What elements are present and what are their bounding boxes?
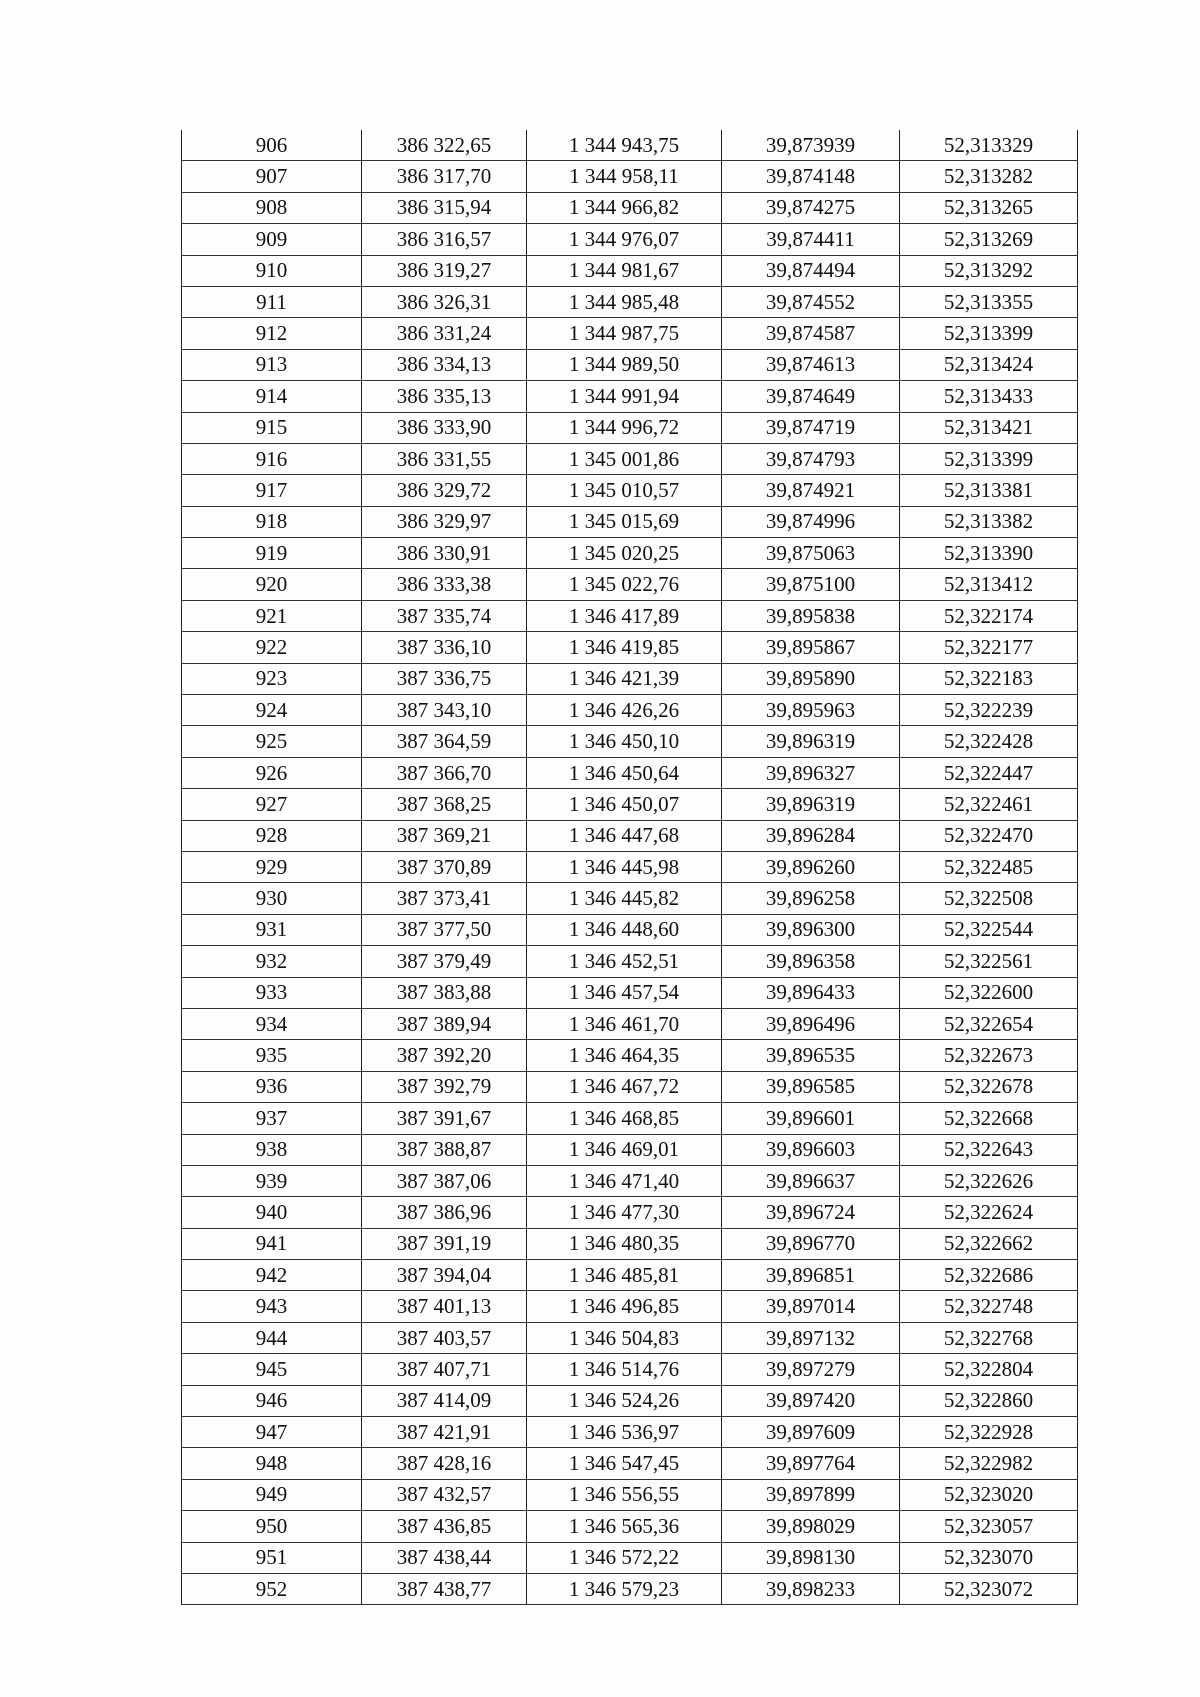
x-coordinate-cell: 386 334,13 — [362, 349, 527, 380]
point-number-cell: 915 — [182, 412, 362, 443]
x-coordinate-cell: 387 379,49 — [362, 946, 527, 977]
table-row — [182, 914, 1078, 945]
x-coordinate-cell: 387 335,74 — [362, 600, 527, 631]
table-row — [182, 506, 1078, 537]
latitude-cell: 39,895890 — [722, 663, 900, 694]
x-coordinate-cell: 386 330,91 — [362, 538, 527, 569]
x-coordinate-cell: 386 316,57 — [362, 224, 527, 255]
y-coordinate-cell: 1 345 015,69 — [527, 506, 722, 537]
longitude-cell: 52,313282 — [900, 161, 1078, 192]
longitude-cell: 52,313421 — [900, 412, 1078, 443]
x-coordinate-cell: 387 391,19 — [362, 1228, 527, 1259]
latitude-cell: 39,896358 — [722, 946, 900, 977]
longitude-cell: 52,322461 — [900, 789, 1078, 820]
table-row — [182, 1165, 1078, 1196]
y-coordinate-cell: 1 346 524,26 — [527, 1385, 722, 1416]
y-coordinate-cell: 1 346 457,54 — [527, 977, 722, 1008]
latitude-cell: 39,874587 — [722, 318, 900, 349]
x-coordinate-cell: 386 326,31 — [362, 286, 527, 317]
y-coordinate-cell: 1 346 445,82 — [527, 883, 722, 914]
x-coordinate-cell: 387 386,96 — [362, 1197, 527, 1228]
longitude-cell: 52,322768 — [900, 1322, 1078, 1353]
x-coordinate-cell: 387 392,79 — [362, 1071, 527, 1102]
latitude-cell: 39,897764 — [722, 1448, 900, 1479]
latitude-cell: 39,896319 — [722, 789, 900, 820]
y-coordinate-cell: 1 344 981,67 — [527, 255, 722, 286]
point-number-cell: 912 — [182, 318, 362, 349]
table-row — [182, 224, 1078, 255]
y-coordinate-cell: 1 346 477,30 — [527, 1197, 722, 1228]
point-number-cell: 951 — [182, 1542, 362, 1573]
table-row — [182, 1103, 1078, 1134]
table-row — [182, 1291, 1078, 1322]
point-number-cell: 943 — [182, 1291, 362, 1322]
x-coordinate-cell: 387 432,57 — [362, 1479, 527, 1510]
x-coordinate-cell: 387 336,75 — [362, 663, 527, 694]
y-coordinate-cell: 1 346 547,45 — [527, 1448, 722, 1479]
x-coordinate-cell: 387 383,88 — [362, 977, 527, 1008]
longitude-cell: 52,322860 — [900, 1385, 1078, 1416]
longitude-cell: 52,322662 — [900, 1228, 1078, 1259]
table-row — [182, 538, 1078, 569]
longitude-cell: 52,322673 — [900, 1040, 1078, 1071]
x-coordinate-cell: 387 343,10 — [362, 695, 527, 726]
x-coordinate-cell: 387 370,89 — [362, 851, 527, 882]
table-row — [182, 1260, 1078, 1291]
longitude-cell: 52,313399 — [900, 443, 1078, 474]
table-row — [182, 1542, 1078, 1573]
longitude-cell: 52,322624 — [900, 1197, 1078, 1228]
y-coordinate-cell: 1 346 450,10 — [527, 726, 722, 757]
longitude-cell: 52,323072 — [900, 1573, 1078, 1604]
longitude-cell: 52,322544 — [900, 914, 1078, 945]
latitude-cell: 39,896770 — [722, 1228, 900, 1259]
x-coordinate-cell: 386 319,27 — [362, 255, 527, 286]
y-coordinate-cell: 1 346 565,36 — [527, 1511, 722, 1542]
y-coordinate-cell: 1 346 419,85 — [527, 632, 722, 663]
x-coordinate-cell: 386 317,70 — [362, 161, 527, 192]
latitude-cell: 39,874275 — [722, 192, 900, 223]
y-coordinate-cell: 1 346 480,35 — [527, 1228, 722, 1259]
point-number-cell: 936 — [182, 1071, 362, 1102]
x-coordinate-cell: 387 436,85 — [362, 1511, 527, 1542]
table-row — [182, 632, 1078, 663]
y-coordinate-cell: 1 346 464,35 — [527, 1040, 722, 1071]
point-number-cell: 926 — [182, 757, 362, 788]
x-coordinate-cell: 387 428,16 — [362, 1448, 527, 1479]
y-coordinate-cell: 1 345 020,25 — [527, 538, 722, 569]
longitude-cell: 52,313355 — [900, 286, 1078, 317]
longitude-cell: 52,322600 — [900, 977, 1078, 1008]
y-coordinate-cell: 1 346 461,70 — [527, 1008, 722, 1039]
latitude-cell: 39,898029 — [722, 1511, 900, 1542]
y-coordinate-cell: 1 346 467,72 — [527, 1071, 722, 1102]
latitude-cell: 39,874719 — [722, 412, 900, 443]
table-row — [182, 977, 1078, 1008]
point-number-cell: 907 — [182, 161, 362, 192]
point-number-cell: 944 — [182, 1322, 362, 1353]
longitude-cell: 52,322686 — [900, 1260, 1078, 1291]
y-coordinate-cell: 1 344 966,82 — [527, 192, 722, 223]
table-row — [182, 663, 1078, 694]
y-coordinate-cell: 1 344 989,50 — [527, 349, 722, 380]
x-coordinate-cell: 387 387,06 — [362, 1165, 527, 1196]
table-row — [182, 161, 1078, 192]
x-coordinate-cell: 387 403,57 — [362, 1322, 527, 1353]
y-coordinate-cell: 1 346 447,68 — [527, 820, 722, 851]
point-number-cell: 948 — [182, 1448, 362, 1479]
y-coordinate-cell: 1 346 421,39 — [527, 663, 722, 694]
point-number-cell: 927 — [182, 789, 362, 820]
table-row — [182, 1354, 1078, 1385]
table-row — [182, 1511, 1078, 1542]
y-coordinate-cell: 1 345 010,57 — [527, 475, 722, 506]
x-coordinate-cell: 387 389,94 — [362, 1008, 527, 1039]
table-row — [182, 475, 1078, 506]
x-coordinate-cell: 387 336,10 — [362, 632, 527, 663]
point-number-cell: 918 — [182, 506, 362, 537]
latitude-cell: 39,896327 — [722, 757, 900, 788]
x-coordinate-cell: 387 369,21 — [362, 820, 527, 851]
y-coordinate-cell: 1 344 996,72 — [527, 412, 722, 443]
latitude-cell: 39,896585 — [722, 1071, 900, 1102]
latitude-cell: 39,873939 — [722, 130, 900, 161]
point-number-cell: 934 — [182, 1008, 362, 1039]
longitude-cell: 52,313412 — [900, 569, 1078, 600]
coordinates-table-body — [182, 130, 1078, 1605]
latitude-cell: 39,897132 — [722, 1322, 900, 1353]
longitude-cell: 52,322508 — [900, 883, 1078, 914]
longitude-cell: 52,313381 — [900, 475, 1078, 506]
longitude-cell: 52,322470 — [900, 820, 1078, 851]
latitude-cell: 39,874996 — [722, 506, 900, 537]
point-number-cell: 921 — [182, 600, 362, 631]
x-coordinate-cell: 386 329,72 — [362, 475, 527, 506]
x-coordinate-cell: 386 331,55 — [362, 443, 527, 474]
longitude-cell: 52,322982 — [900, 1448, 1078, 1479]
latitude-cell: 39,895867 — [722, 632, 900, 663]
point-number-cell: 941 — [182, 1228, 362, 1259]
table-row — [182, 1228, 1078, 1259]
x-coordinate-cell: 387 391,67 — [362, 1103, 527, 1134]
longitude-cell: 52,322239 — [900, 695, 1078, 726]
point-number-cell: 933 — [182, 977, 362, 1008]
latitude-cell: 39,896851 — [722, 1260, 900, 1291]
longitude-cell: 52,322654 — [900, 1008, 1078, 1039]
latitude-cell: 39,898233 — [722, 1573, 900, 1604]
table-row — [182, 569, 1078, 600]
latitude-cell: 39,898130 — [722, 1542, 900, 1573]
table-row — [182, 726, 1078, 757]
point-number-cell: 911 — [182, 286, 362, 317]
y-coordinate-cell: 1 346 468,85 — [527, 1103, 722, 1134]
longitude-cell: 52,313329 — [900, 130, 1078, 161]
point-number-cell: 916 — [182, 443, 362, 474]
longitude-cell: 52,313382 — [900, 506, 1078, 537]
y-coordinate-cell: 1 346 485,81 — [527, 1260, 722, 1291]
x-coordinate-cell: 387 414,09 — [362, 1385, 527, 1416]
table-row — [182, 1479, 1078, 1510]
y-coordinate-cell: 1 346 417,89 — [527, 600, 722, 631]
point-number-cell: 928 — [182, 820, 362, 851]
point-number-cell: 945 — [182, 1354, 362, 1385]
y-coordinate-cell: 1 346 572,22 — [527, 1542, 722, 1573]
point-number-cell: 909 — [182, 224, 362, 255]
latitude-cell: 39,875063 — [722, 538, 900, 569]
table-row — [182, 443, 1078, 474]
table-row — [182, 883, 1078, 914]
latitude-cell: 39,897014 — [722, 1291, 900, 1322]
longitude-cell: 52,322928 — [900, 1417, 1078, 1448]
table-row — [182, 757, 1078, 788]
x-coordinate-cell: 387 388,87 — [362, 1134, 527, 1165]
longitude-cell: 52,322748 — [900, 1291, 1078, 1322]
table-row — [182, 1008, 1078, 1039]
table-row — [182, 946, 1078, 977]
longitude-cell: 52,322177 — [900, 632, 1078, 663]
y-coordinate-cell: 1 345 001,86 — [527, 443, 722, 474]
y-coordinate-cell: 1 346 445,98 — [527, 851, 722, 882]
point-number-cell: 931 — [182, 914, 362, 945]
y-coordinate-cell: 1 346 426,26 — [527, 695, 722, 726]
table-row — [182, 789, 1078, 820]
latitude-cell: 39,896284 — [722, 820, 900, 851]
x-coordinate-cell: 387 364,59 — [362, 726, 527, 757]
point-number-cell: 939 — [182, 1165, 362, 1196]
x-coordinate-cell: 386 329,97 — [362, 506, 527, 537]
table-row — [182, 412, 1078, 443]
longitude-cell: 52,323020 — [900, 1479, 1078, 1510]
table-row — [182, 349, 1078, 380]
point-number-cell: 940 — [182, 1197, 362, 1228]
y-coordinate-cell: 1 346 469,01 — [527, 1134, 722, 1165]
table-row — [182, 1417, 1078, 1448]
table-row — [182, 130, 1078, 161]
y-coordinate-cell: 1 346 536,97 — [527, 1417, 722, 1448]
y-coordinate-cell: 1 346 514,76 — [527, 1354, 722, 1385]
x-coordinate-cell: 387 421,91 — [362, 1417, 527, 1448]
point-number-cell: 925 — [182, 726, 362, 757]
y-coordinate-cell: 1 344 958,11 — [527, 161, 722, 192]
point-number-cell: 908 — [182, 192, 362, 223]
table-row — [182, 695, 1078, 726]
latitude-cell: 39,896258 — [722, 883, 900, 914]
point-number-cell: 930 — [182, 883, 362, 914]
table-row — [182, 1134, 1078, 1165]
latitude-cell: 39,896603 — [722, 1134, 900, 1165]
x-coordinate-cell: 387 407,71 — [362, 1354, 527, 1385]
latitude-cell: 39,874921 — [722, 475, 900, 506]
x-coordinate-cell: 387 373,41 — [362, 883, 527, 914]
y-coordinate-cell: 1 346 450,07 — [527, 789, 722, 820]
longitude-cell: 52,313433 — [900, 381, 1078, 412]
longitude-cell: 52,313292 — [900, 255, 1078, 286]
y-coordinate-cell: 1 346 448,60 — [527, 914, 722, 945]
latitude-cell: 39,874494 — [722, 255, 900, 286]
x-coordinate-cell: 386 333,38 — [362, 569, 527, 600]
x-coordinate-cell: 387 438,77 — [362, 1573, 527, 1604]
table-row — [182, 1573, 1078, 1604]
point-number-cell: 952 — [182, 1573, 362, 1604]
latitude-cell: 39,896260 — [722, 851, 900, 882]
point-number-cell: 920 — [182, 569, 362, 600]
latitude-cell: 39,895838 — [722, 600, 900, 631]
y-coordinate-cell: 1 346 556,55 — [527, 1479, 722, 1510]
longitude-cell: 52,322485 — [900, 851, 1078, 882]
latitude-cell: 39,874649 — [722, 381, 900, 412]
longitude-cell: 52,322447 — [900, 757, 1078, 788]
x-coordinate-cell: 387 377,50 — [362, 914, 527, 945]
latitude-cell: 39,874411 — [722, 224, 900, 255]
longitude-cell: 52,313265 — [900, 192, 1078, 223]
y-coordinate-cell: 1 346 452,51 — [527, 946, 722, 977]
latitude-cell: 39,896724 — [722, 1197, 900, 1228]
longitude-cell: 52,322174 — [900, 600, 1078, 631]
latitude-cell: 39,896300 — [722, 914, 900, 945]
latitude-cell: 39,897609 — [722, 1417, 900, 1448]
longitude-cell: 52,322428 — [900, 726, 1078, 757]
longitude-cell: 52,323070 — [900, 1542, 1078, 1573]
y-coordinate-cell: 1 345 022,76 — [527, 569, 722, 600]
table-row — [182, 1385, 1078, 1416]
y-coordinate-cell: 1 346 504,83 — [527, 1322, 722, 1353]
table-row — [182, 1448, 1078, 1479]
x-coordinate-cell: 386 315,94 — [362, 192, 527, 223]
x-coordinate-cell: 387 392,20 — [362, 1040, 527, 1071]
point-number-cell: 935 — [182, 1040, 362, 1071]
point-number-cell: 910 — [182, 255, 362, 286]
point-number-cell: 937 — [182, 1103, 362, 1134]
y-coordinate-cell: 1 346 450,64 — [527, 757, 722, 788]
y-coordinate-cell: 1 344 991,94 — [527, 381, 722, 412]
table-row — [182, 600, 1078, 631]
point-number-cell: 917 — [182, 475, 362, 506]
table-row — [182, 820, 1078, 851]
longitude-cell: 52,323057 — [900, 1511, 1078, 1542]
latitude-cell: 39,874613 — [722, 349, 900, 380]
point-number-cell: 924 — [182, 695, 362, 726]
x-coordinate-cell: 387 438,44 — [362, 1542, 527, 1573]
table-row — [182, 286, 1078, 317]
table-row — [182, 1322, 1078, 1353]
longitude-cell: 52,313390 — [900, 538, 1078, 569]
point-number-cell: 942 — [182, 1260, 362, 1291]
table-row — [182, 192, 1078, 223]
latitude-cell: 39,895963 — [722, 695, 900, 726]
table-row — [182, 381, 1078, 412]
latitude-cell: 39,896496 — [722, 1008, 900, 1039]
latitude-cell: 39,874793 — [722, 443, 900, 474]
latitude-cell: 39,874552 — [722, 286, 900, 317]
longitude-cell: 52,322643 — [900, 1134, 1078, 1165]
longitude-cell: 52,313399 — [900, 318, 1078, 349]
y-coordinate-cell: 1 346 579,23 — [527, 1573, 722, 1604]
y-coordinate-cell: 1 344 976,07 — [527, 224, 722, 255]
longitude-cell: 52,313424 — [900, 349, 1078, 380]
latitude-cell: 39,874148 — [722, 161, 900, 192]
y-coordinate-cell: 1 344 985,48 — [527, 286, 722, 317]
latitude-cell: 39,897279 — [722, 1354, 900, 1385]
table-row — [182, 851, 1078, 882]
x-coordinate-cell: 386 335,13 — [362, 381, 527, 412]
longitude-cell: 52,322626 — [900, 1165, 1078, 1196]
point-number-cell: 919 — [182, 538, 362, 569]
latitude-cell: 39,875100 — [722, 569, 900, 600]
latitude-cell: 39,897420 — [722, 1385, 900, 1416]
point-number-cell: 914 — [182, 381, 362, 412]
latitude-cell: 39,896637 — [722, 1165, 900, 1196]
point-number-cell: 929 — [182, 851, 362, 882]
x-coordinate-cell: 387 401,13 — [362, 1291, 527, 1322]
longitude-cell: 52,322678 — [900, 1071, 1078, 1102]
table-row — [182, 1197, 1078, 1228]
x-coordinate-cell: 387 366,70 — [362, 757, 527, 788]
longitude-cell: 52,322561 — [900, 946, 1078, 977]
table-row — [182, 1040, 1078, 1071]
latitude-cell: 39,896319 — [722, 726, 900, 757]
coordinates-table — [181, 130, 1078, 1605]
x-coordinate-cell: 387 394,04 — [362, 1260, 527, 1291]
point-number-cell: 932 — [182, 946, 362, 977]
point-number-cell: 913 — [182, 349, 362, 380]
table-row — [182, 255, 1078, 286]
longitude-cell: 52,322804 — [900, 1354, 1078, 1385]
latitude-cell: 39,896535 — [722, 1040, 900, 1071]
x-coordinate-cell: 386 331,24 — [362, 318, 527, 349]
latitude-cell: 39,896601 — [722, 1103, 900, 1134]
point-number-cell: 923 — [182, 663, 362, 694]
point-number-cell: 906 — [182, 130, 362, 161]
x-coordinate-cell: 386 322,65 — [362, 130, 527, 161]
longitude-cell: 52,322183 — [900, 663, 1078, 694]
point-number-cell: 949 — [182, 1479, 362, 1510]
table-row — [182, 1071, 1078, 1102]
x-coordinate-cell: 386 333,90 — [362, 412, 527, 443]
table-row — [182, 318, 1078, 349]
x-coordinate-cell: 387 368,25 — [362, 789, 527, 820]
longitude-cell: 52,313269 — [900, 224, 1078, 255]
point-number-cell: 922 — [182, 632, 362, 663]
y-coordinate-cell: 1 344 987,75 — [527, 318, 722, 349]
latitude-cell: 39,897899 — [722, 1479, 900, 1510]
y-coordinate-cell: 1 346 496,85 — [527, 1291, 722, 1322]
point-number-cell: 938 — [182, 1134, 362, 1165]
point-number-cell: 946 — [182, 1385, 362, 1416]
point-number-cell: 947 — [182, 1417, 362, 1448]
latitude-cell: 39,896433 — [722, 977, 900, 1008]
y-coordinate-cell: 1 344 943,75 — [527, 130, 722, 161]
y-coordinate-cell: 1 346 471,40 — [527, 1165, 722, 1196]
point-number-cell: 950 — [182, 1511, 362, 1542]
longitude-cell: 52,322668 — [900, 1103, 1078, 1134]
